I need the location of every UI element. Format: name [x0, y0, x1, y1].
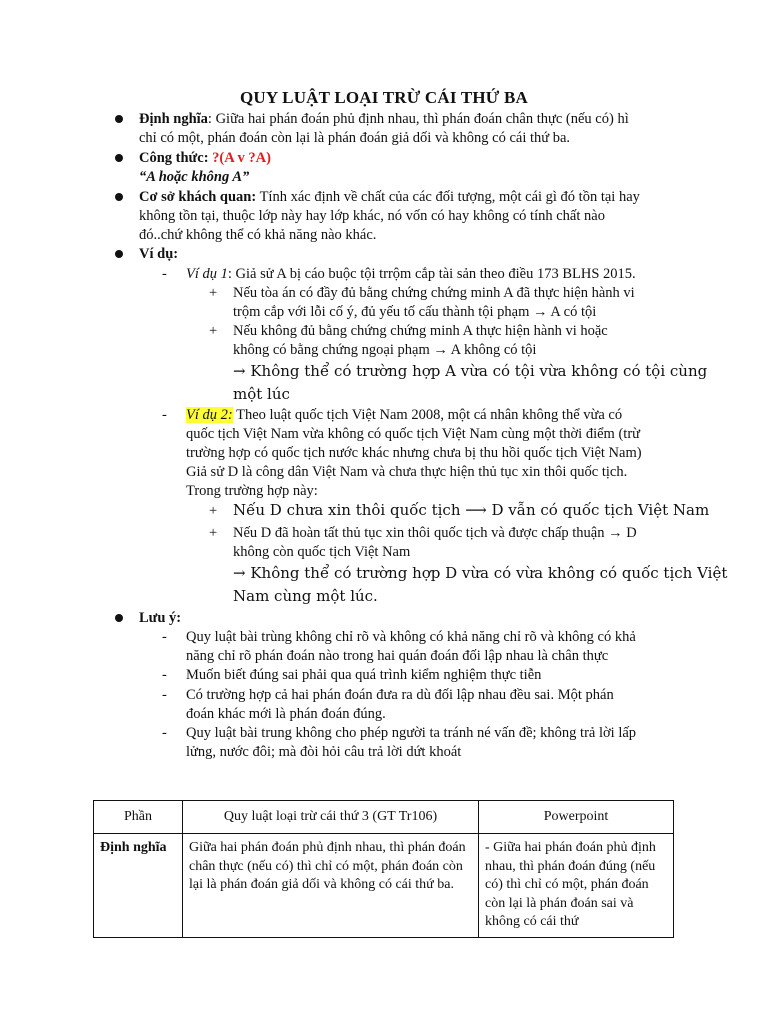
example-2-line-5: Trong trường hợp này: [186, 483, 318, 499]
formula-quote: “A hoặc không A” [139, 169, 250, 185]
table-row [94, 834, 674, 938]
note-4-line-2: lửng, nước đôi; mà đòi hỏi câu trả lời dứt khoát [186, 744, 462, 760]
note-1-line-2: năng chỉ rõ phán đoán nào trong hai quán đoán đối lập nhau là chân thực [186, 648, 609, 664]
basis-label: Cơ sở khách quan: [139, 189, 257, 205]
definition-line-1: Định nghĩa: Giữa hai phán đoán phủ định nhau, thì phán đoán chân thực (nếu có) hì [139, 111, 629, 127]
cell-part: Định nghĩa [94, 834, 183, 938]
examples-label: Ví dụ: [139, 246, 179, 262]
example-2-conclusion-line-1: → Không thể có trường hợp D vừa có vừa không có quốc tịch Việt [233, 564, 728, 582]
note-3-line-2: đoán khác mới là phán đoán đúng. [186, 706, 386, 722]
notes-label: Lưu ý: [139, 610, 182, 626]
example-1-line: Ví dụ 1: Giả sử A bị cáo buộc tội trrộm cắp tài sản theo điều 173 BLHS 2015. [186, 266, 636, 282]
cell-gt: Giữa hai phán đoán phủ định nhau, thì phán đoán chân thực (nếu có) thì chỉ có một, phán đoán còn lại là phán đoán giả dối và không có cái thứ ba. [183, 834, 479, 938]
example-1-name: Ví dụ 1 [186, 266, 228, 282]
dash-marker: - [162, 266, 167, 282]
dash-marker: - [162, 687, 167, 703]
dash-marker: - [162, 407, 167, 423]
plus-marker: + [209, 503, 218, 519]
basis-line-3: đó..chứ không thể có khả năng nào khác. [139, 227, 377, 243]
example-2-conclusion-line-2: Nam cùng một lúc. [233, 587, 378, 605]
plus-marker: + [209, 285, 218, 301]
note-1-line-1: Quy luật bài trùng không chỉ rõ và không có khả năng chỉ rõ và không có khả [186, 629, 636, 645]
example-2-line-3: trường hợp có quốc tịch nước khác nhưng chưa bị thu hồi quốc tịch Việt Nam) [186, 445, 642, 461]
note-4-line-1: Quy luật bài trung không cho phép người ta tránh né vấn đề; không trả lời lấp [186, 725, 637, 741]
bullet-dot [115, 154, 123, 162]
example-1-point-1-line-1: Nếu tòa án có đầy đủ bằng chứng chứng minh A đã thực hiện hành vi [233, 285, 635, 301]
header-cell-gt: Quy luật loại trừ cái thứ 3 (GT Tr106) [183, 801, 479, 834]
comparison-table [93, 800, 674, 938]
basis-line-2: không tồn tại, thuộc lớp này hay lớp khác, nó vốn có hay không có tính chất nào [139, 208, 605, 224]
plus-marker: + [209, 323, 218, 339]
bullet-dot [115, 614, 123, 622]
header-cell-part: Phần [94, 801, 183, 834]
example-1-point-2-line-1: Nếu không đủ bằng chứng chứng minh A thực hiện hành vi hoặc [233, 323, 608, 339]
example-2-line-1: Ví dụ 2: Theo luật quốc tịch Việt Nam 2008, một cá nhân không thể vừa có [186, 407, 623, 423]
bullet-dot [115, 193, 123, 201]
header-cell-powerpoint: Powerpoint [479, 801, 674, 834]
example-1-point-1-line-2: trộm cắp với lỗi cố ý, đủ yếu tố cấu thành tội phạm → A có tội [233, 304, 597, 320]
cell-powerpoint: - Giữa hai phán đoán phủ định nhau, thì phán đoán đúng (nếu có) thì chỉ có một, phán đoán còn lại là phán đoán sai và không có cái thứ [479, 834, 674, 938]
example-1-point-2-line-2: không có bằng chứng ngoại phạm → A không có tội [233, 342, 537, 358]
table-header-row [94, 801, 674, 834]
example-2-point-1: Nếu D chưa xin thôi quốc tịch ⟶ D vẫn có quốc tịch Việt Nam [233, 501, 710, 519]
example-2-line-2: quốc tịch Việt Nam vừa không có quốc tịch Việt Nam cùng một thời điểm (trừ [186, 426, 641, 442]
bullet-dot [115, 250, 123, 258]
page-title: QUY LUẬT LOẠI TRỪ CÁI THỨ BA [239, 88, 529, 107]
definition-line-2: chỉ có một, phán đoán còn lại là phán đoán giả dối và không có cái thứ ba. [139, 130, 571, 146]
example-2-point-2-line-2: không còn quốc tịch Việt Nam [233, 544, 411, 560]
example-2-line-4: Giả sử D là công dân Việt Nam và chưa thực hiện thủ tục xin thôi quốc tịch. [186, 464, 628, 480]
note-3-line-1: Có trường hợp cả hai phán đoán đưa ra dù đối lập nhau đều sai. Một phán [186, 687, 614, 703]
basis-line-1: Cơ sở khách quan: Tính xác định về chất của các đối tượng, một cái gì đó tồn tại hay [139, 189, 640, 205]
example-1-conclusion-line-2: một lúc [233, 385, 290, 403]
example-2-point-2-line-1: Nếu D đã hoàn tất thủ tục xin thôi quốc tịch và được chấp thuận → D [233, 525, 637, 541]
formula-expression: ?(A v ?A) [212, 150, 271, 166]
formula-label: Công thức [139, 150, 204, 166]
example-1-conclusion-line-1: → Không thể có trường hợp A vừa có tội vừa không có tội cùng [233, 362, 708, 380]
bullet-dot [115, 115, 123, 123]
dash-marker: - [162, 629, 167, 645]
definition-label: Định nghĩa [139, 111, 208, 127]
dash-marker: - [162, 667, 167, 683]
plus-marker: + [209, 525, 218, 541]
example-2-name-highlight: Ví dụ 2: [186, 407, 233, 423]
formula-line: Công thức: ?(A v ?A) [139, 150, 271, 166]
dash-marker: - [162, 725, 167, 741]
note-2: Muốn biết đúng sai phải qua quá trình kiểm nghiệm thực tiễn [186, 667, 542, 683]
